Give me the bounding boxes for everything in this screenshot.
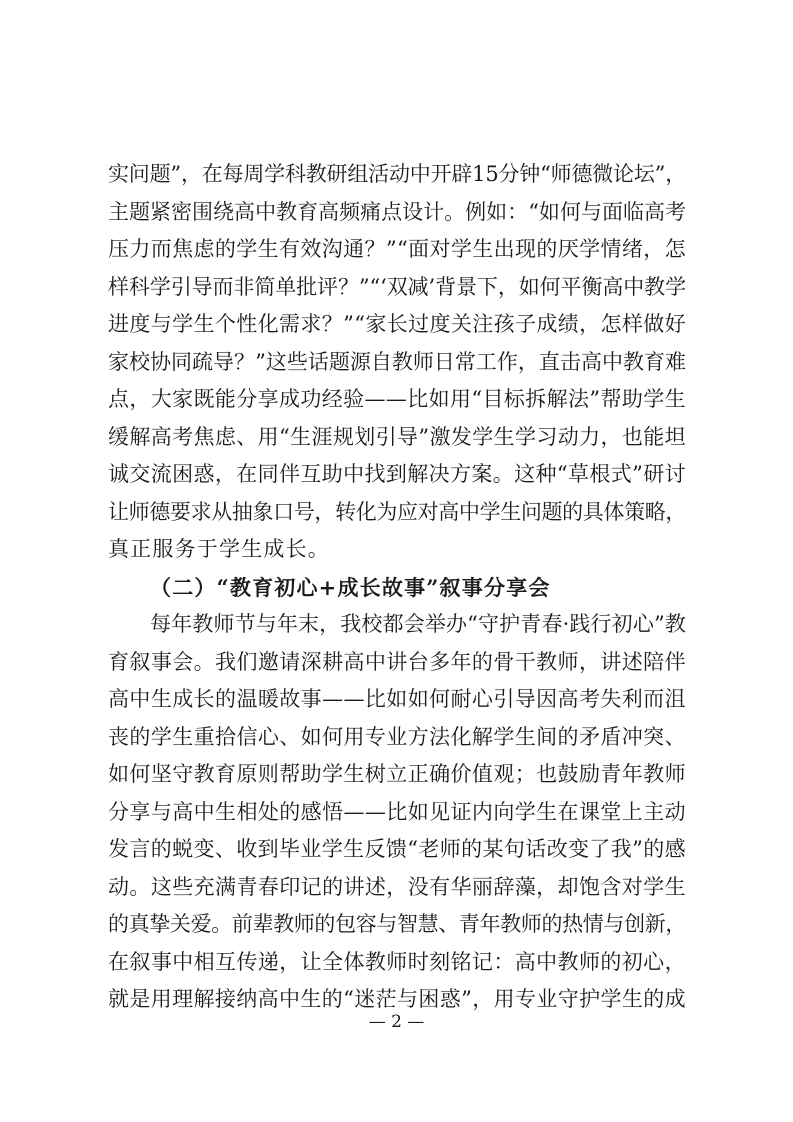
- text-line: 育叙事会。我们邀请深耕高中讲台多年的骨干教师，讲述陪伴: [108, 649, 686, 674]
- text-line: 的真挚关爱。前辈教师的包容与智慧、青年教师的热情与创新，: [108, 912, 686, 936]
- text-line: 诚交流困惑，在同伴互助中找到解决方案。这种“草根式”研讨: [108, 462, 686, 486]
- text-line: 实问题”，在每周学科教研组活动中开辟15分钟“师德微论坛”，: [108, 162, 686, 186]
- text-line: 压力而焦虑的学生有效沟通？”“面对学生出现的厌学情绪，怎: [108, 237, 686, 261]
- text-line: 缓解高考焦虑、用“生涯规划引导”激发学生学习动力，也能坦: [108, 424, 686, 449]
- text-line: 点，大家既能分享成功经验——比如用“目标拆解法”帮助学生: [108, 387, 686, 411]
- page-number: — 2 —: [368, 1012, 425, 1032]
- text-line: 动。这些充满青春印记的讲述，没有华丽辞藻，却饱含对学生: [108, 874, 686, 899]
- text-line: 让师德要求从抽象口号，转化为应对高中学生问题的具体策略，: [108, 499, 686, 524]
- text-line: 进度与学生个性化需求？”“家长过度关注孩子成绩，怎样做好: [108, 312, 686, 336]
- text-line: 就是用理解接纳高中生的“迷茫与困惑”，用专业守护学生的成: [108, 987, 686, 1011]
- text-line: 发言的蜕变、收到毕业学生反馈“老师的某句话改变了我”的感: [108, 837, 686, 861]
- text-line: 在叙事中相互传递，让全体教师时刻铭记：高中教师的初心，: [108, 949, 686, 974]
- text-line: 分享与高中生相处的感悟——比如见证内向学生在课堂上主动: [108, 799, 686, 824]
- text-line: 家校协同疏导？”这些话题源自教师日常工作，直击高中教育难: [108, 349, 686, 374]
- text-line: 如何坚守教育原则帮助学生树立正确价值观；也鼓励青年教师: [108, 762, 686, 786]
- text-line: 丧的学生重拾信心、如何用专业方法化解学生间的矛盾冲突、: [108, 724, 686, 749]
- text-line: 主题紧密围绕高中教育高频痛点设计。例如：“如何与面临高考: [108, 199, 686, 224]
- text-line: 高中生成长的温暖故事——比如如何耐心引导因高考失利而沮: [108, 687, 686, 711]
- text-line: 真正服务于学生成长。: [108, 537, 330, 561]
- section-heading: （二）“教育初心+成长故事”叙事分享会: [150, 574, 551, 600]
- text-line: 样科学引导而非简单批评？”“‘双减’背景下，如何平衡高中教学: [108, 274, 686, 299]
- text-line: 每年教师节与年末，我校都会举办“守护青春·践行初心”教: [150, 612, 686, 636]
- body-text: [108, 156, 686, 1019]
